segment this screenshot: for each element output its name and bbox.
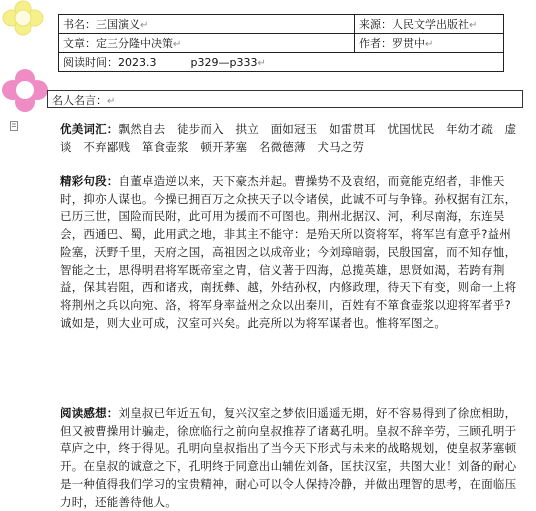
vocabulary-section <box>60 121 522 156</box>
table-row <box>59 34 504 53</box>
book-title-cell: 书名：三国演义↵ <box>59 15 355 34</box>
article-cell: 文章：定三分隆中决策↵ <box>59 34 355 53</box>
vocabulary-text: 飘然自去 徒步而入 拱立 面如冠玉 如雷贯耳 忧国忧民 年幼才疏 虚谈 不弃鄙贱 箪食壶浆 顿开茅塞 名微德薄 犬马之劳 <box>60 122 517 154</box>
reflection-text: 刘皇叔已年近五旬，复兴汉室之梦依旧遥遥无期，好不容易得到了徐庶相助，但又被曹操用计骗走，徐庶临行之前向皇叔推荐了诸葛孔明。皇叔不辞辛劳，三顾孔明于草庐之中，终于得见。孔明向皇叔指出了当今天下形式与未来的战略规划，使皇叔茅塞顿开。在皇叔的诚意之下，孔明终于同意出山辅佐刘备，匡扶汉室，共图大业！刘备的耐心是一种值得我们学习的宝贵精神，耐心可以令人保持冷静，并做出理智的思考，在面临压力时，还能善待他人。 <box>60 406 517 509</box>
passage-heading: 精彩句段： <box>60 174 119 188</box>
book-info-table <box>58 14 504 72</box>
vocabulary-heading: 优美词汇： <box>60 122 119 136</box>
anchor-icon <box>10 121 19 132</box>
passage-text: 自董卓造逆以来，天下豪杰并起。曹操势不及袁绍，而竟能克绍者，非惟天时，抑亦人谋也。今操已拥百万之众挟天子以令诸侯，此诚不可与争锋。孙权据有江东，已历三世，国险而民附，此可用为援而不可图也。荆州北据汉、河，利尽南海，东连吴会，西通巴、蜀，此用武之地，非其主不能守：是殆天所以资将军，将军岂有意乎?益州险塞，沃野千里，天府之国，高祖因之以成帝业；今刘璋暗弱，民殷国富，而不知存恤，智能之士，思得明君将军既帝室之胄，信义著于四海，总揽英雄，思贤如渴，若跨有荆益，保其岩阻，西和诸戎，南抚彝、越，外结孙权，内修政理，待天下有变，则命一上将将荆州之兵以向宛、洛，将军身率益州之众以出秦川，百姓有不箪食壶浆以迎将军者乎?诚如是，则大业可成，汉室可兴矣。此亮所以为将军谋者也。惟将军图之。 <box>60 174 517 330</box>
pink-flower-icon <box>0 68 50 114</box>
reflection-heading: 阅读感想： <box>60 406 119 420</box>
source-cell: 来源：人民文学出版社↵ <box>355 15 504 34</box>
reading-time-cell: 阅读时间：2023.3 p329—p333↵ <box>59 53 504 72</box>
reflection-section <box>60 405 522 511</box>
table-row <box>59 15 504 34</box>
passage-section <box>60 173 522 332</box>
yellow-flower-icon <box>0 0 46 36</box>
quote-heading: 名人名言： <box>52 94 107 107</box>
table-row <box>59 53 504 72</box>
paragraph-mark: ↵ <box>140 20 149 31</box>
author-cell: 作者：罗贯中↵ <box>355 34 504 53</box>
famous-quote-box[interactable]: 名人名言：↵ <box>47 90 523 108</box>
